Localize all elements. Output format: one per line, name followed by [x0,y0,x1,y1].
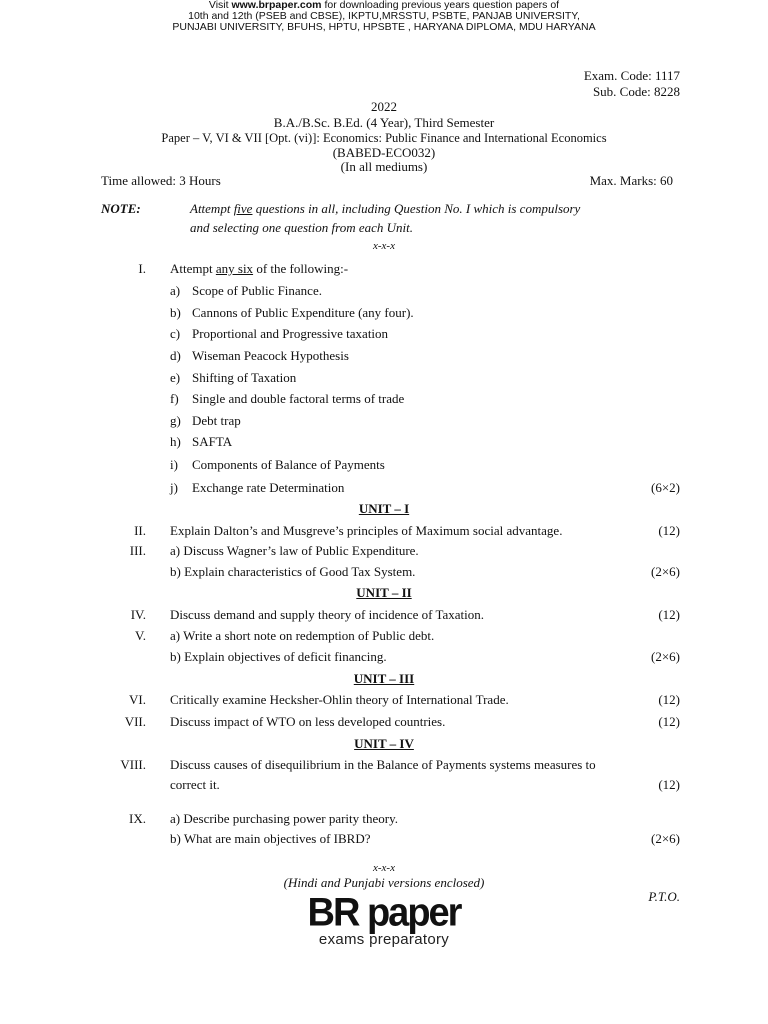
q8-line-1: Discuss causes of disequilibrium in the Balance of Payments systems measures to [170,757,596,772]
q1-item-text: Proportional and Progressive taxation [192,326,389,341]
banner-line1-rest: for downloading previous years question papers of [321,0,560,11]
q8-marks: (12) [658,777,680,792]
note-line-1 [190,201,580,217]
footer-separator: x-x-x [373,862,395,874]
note-line-2: and selecting one question from each Unit. [190,220,414,235]
sub-code: Sub. Code: 8228 [592,84,680,99]
q1-item-text: Scope of Public Finance. [192,283,322,298]
q4-text: Discuss demand and supply theory of incidence of Taxation. [170,607,485,622]
q5-marks: (2×6) [651,649,680,664]
paper-code: (BABED-ECO032) [332,145,436,160]
q5-part-b: b) Explain objectives of deficit financing. [170,649,387,664]
br-paper-logo [0,890,768,948]
q2-marks: (12) [658,523,680,538]
q3-marks: (2×6) [651,564,680,579]
q2-number: II. [134,523,146,538]
paper-title: Paper – V, VI & VII [Opt. (vi)]: Economics: Public Finance and International Economics [161,131,607,145]
q2-text: Explain Dalton’s and Musgreve’s principles of Maximum social advantage. [170,523,563,538]
q1-marks: (6×2) [651,480,680,495]
q5-number: V. [135,628,146,643]
banner-visit-text: Visit [208,0,232,11]
mediums: (In all mediums) [340,159,428,174]
q8-number: VIII. [120,757,146,772]
q1-item-text: Debt trap [192,413,241,428]
q1-item-label: d) [170,348,181,363]
course-title: B.A./B.Sc. B.Ed. (4 Year), Third Semester [273,115,495,130]
exam-code: Exam. Code: 1117 [583,68,680,83]
q6-number: VI. [129,692,146,707]
q9-number: IX. [129,811,146,826]
site-banner [0,0,768,33]
banner-line-3: PUNJABI UNIVERSITY, BFUHS, HPTU, HPSBTE , HARYANA DIPLOMA, MDU HARYANA [172,21,596,33]
q1-item-text: Components of Balance of Payments [192,457,385,472]
q9-marks: (2×6) [651,831,680,846]
q3-number: III. [129,543,146,558]
q1-item-label: e) [170,370,181,385]
q7-text: Discuss impact of WTO on less developed countries. [170,714,446,729]
q1-item-text: Single and double factoral terms of trade [192,391,405,406]
q4-marks: (12) [658,607,680,622]
logo-tagline: exams preparatory [318,931,450,948]
q1-item-text: Wiseman Peacock Hypothesis [192,348,349,363]
q7-number: VII. [124,714,146,729]
q9-part-a: a) Describe purchasing power parity theory. [170,811,399,826]
unit-1-heading: UNIT – I [358,501,410,516]
q1-any-six: any six [215,261,254,276]
q4-number: IV. [130,607,146,622]
q1-item-label: b) [170,305,181,320]
q1-item-text: Cannons of Public Expenditure (any four). [192,305,414,320]
q1-item-text: Shifting of Taxation [192,370,297,385]
q6-marks: (12) [658,692,680,707]
unit-3-heading: UNIT – III [353,671,415,686]
time-allowed: Time allowed: 3 Hours [101,173,221,188]
q1-item-text: Exchange rate Determination [192,480,345,495]
q1-item-label: f) [170,391,179,406]
note-line1-rest: questions in all, including Question No. I which is compulsory [252,201,581,216]
q1-item-label: j) [170,480,178,495]
q1-item-label: i) [170,457,178,472]
q1-item-label: h) [170,434,181,449]
banner-line-2: 10th and 12th (PSEB and CBSE), IKPTU,MRSSTU, PSBTE, PANJAB UNIVERSITY, [188,10,580,22]
exam-year: 2022 [371,99,397,114]
banner-site-link[interactable]: www.brpaper.com [231,0,322,11]
q1-item-label: g) [170,413,181,428]
q1-item-text: SAFTA [192,434,233,449]
q7-marks: (12) [658,714,680,729]
max-marks: Max. Marks: 60 [589,173,673,188]
q1-item-label: c) [170,326,181,341]
q1-number: I. [138,261,146,276]
unit-4-heading: UNIT – IV [354,736,414,751]
note-separator: x-x-x [373,240,395,252]
note-pre: Attempt [190,201,234,216]
note-five: five [233,201,253,216]
q1-item-label: a) [170,283,181,298]
q3-part-b: b) Explain characteristics of Good Tax System. [170,564,416,579]
q1-pre: Attempt [170,261,216,276]
note-label: NOTE: [101,201,141,216]
q3-part-a: a) Discuss Wagner’s law of Public Expenditure. [170,543,419,558]
versions-note: (Hindi and Punjabi versions enclosed) [283,875,485,890]
q6-text: Critically examine Hecksher-Ohlin theory of International Trade. [170,692,509,707]
pto-text: P.T.O. [648,889,680,904]
q9-part-b: b) What are main objectives of IBRD? [170,831,371,846]
q5-part-a: a) Write a short note on redemption of Public debt. [170,628,435,643]
q1-instruction [170,261,348,277]
q1-post: of the following:- [253,261,349,276]
logo-main-text: BR paper [307,890,461,936]
unit-2-heading: UNIT – II [356,585,412,600]
q8-line-2: correct it. [170,777,220,792]
